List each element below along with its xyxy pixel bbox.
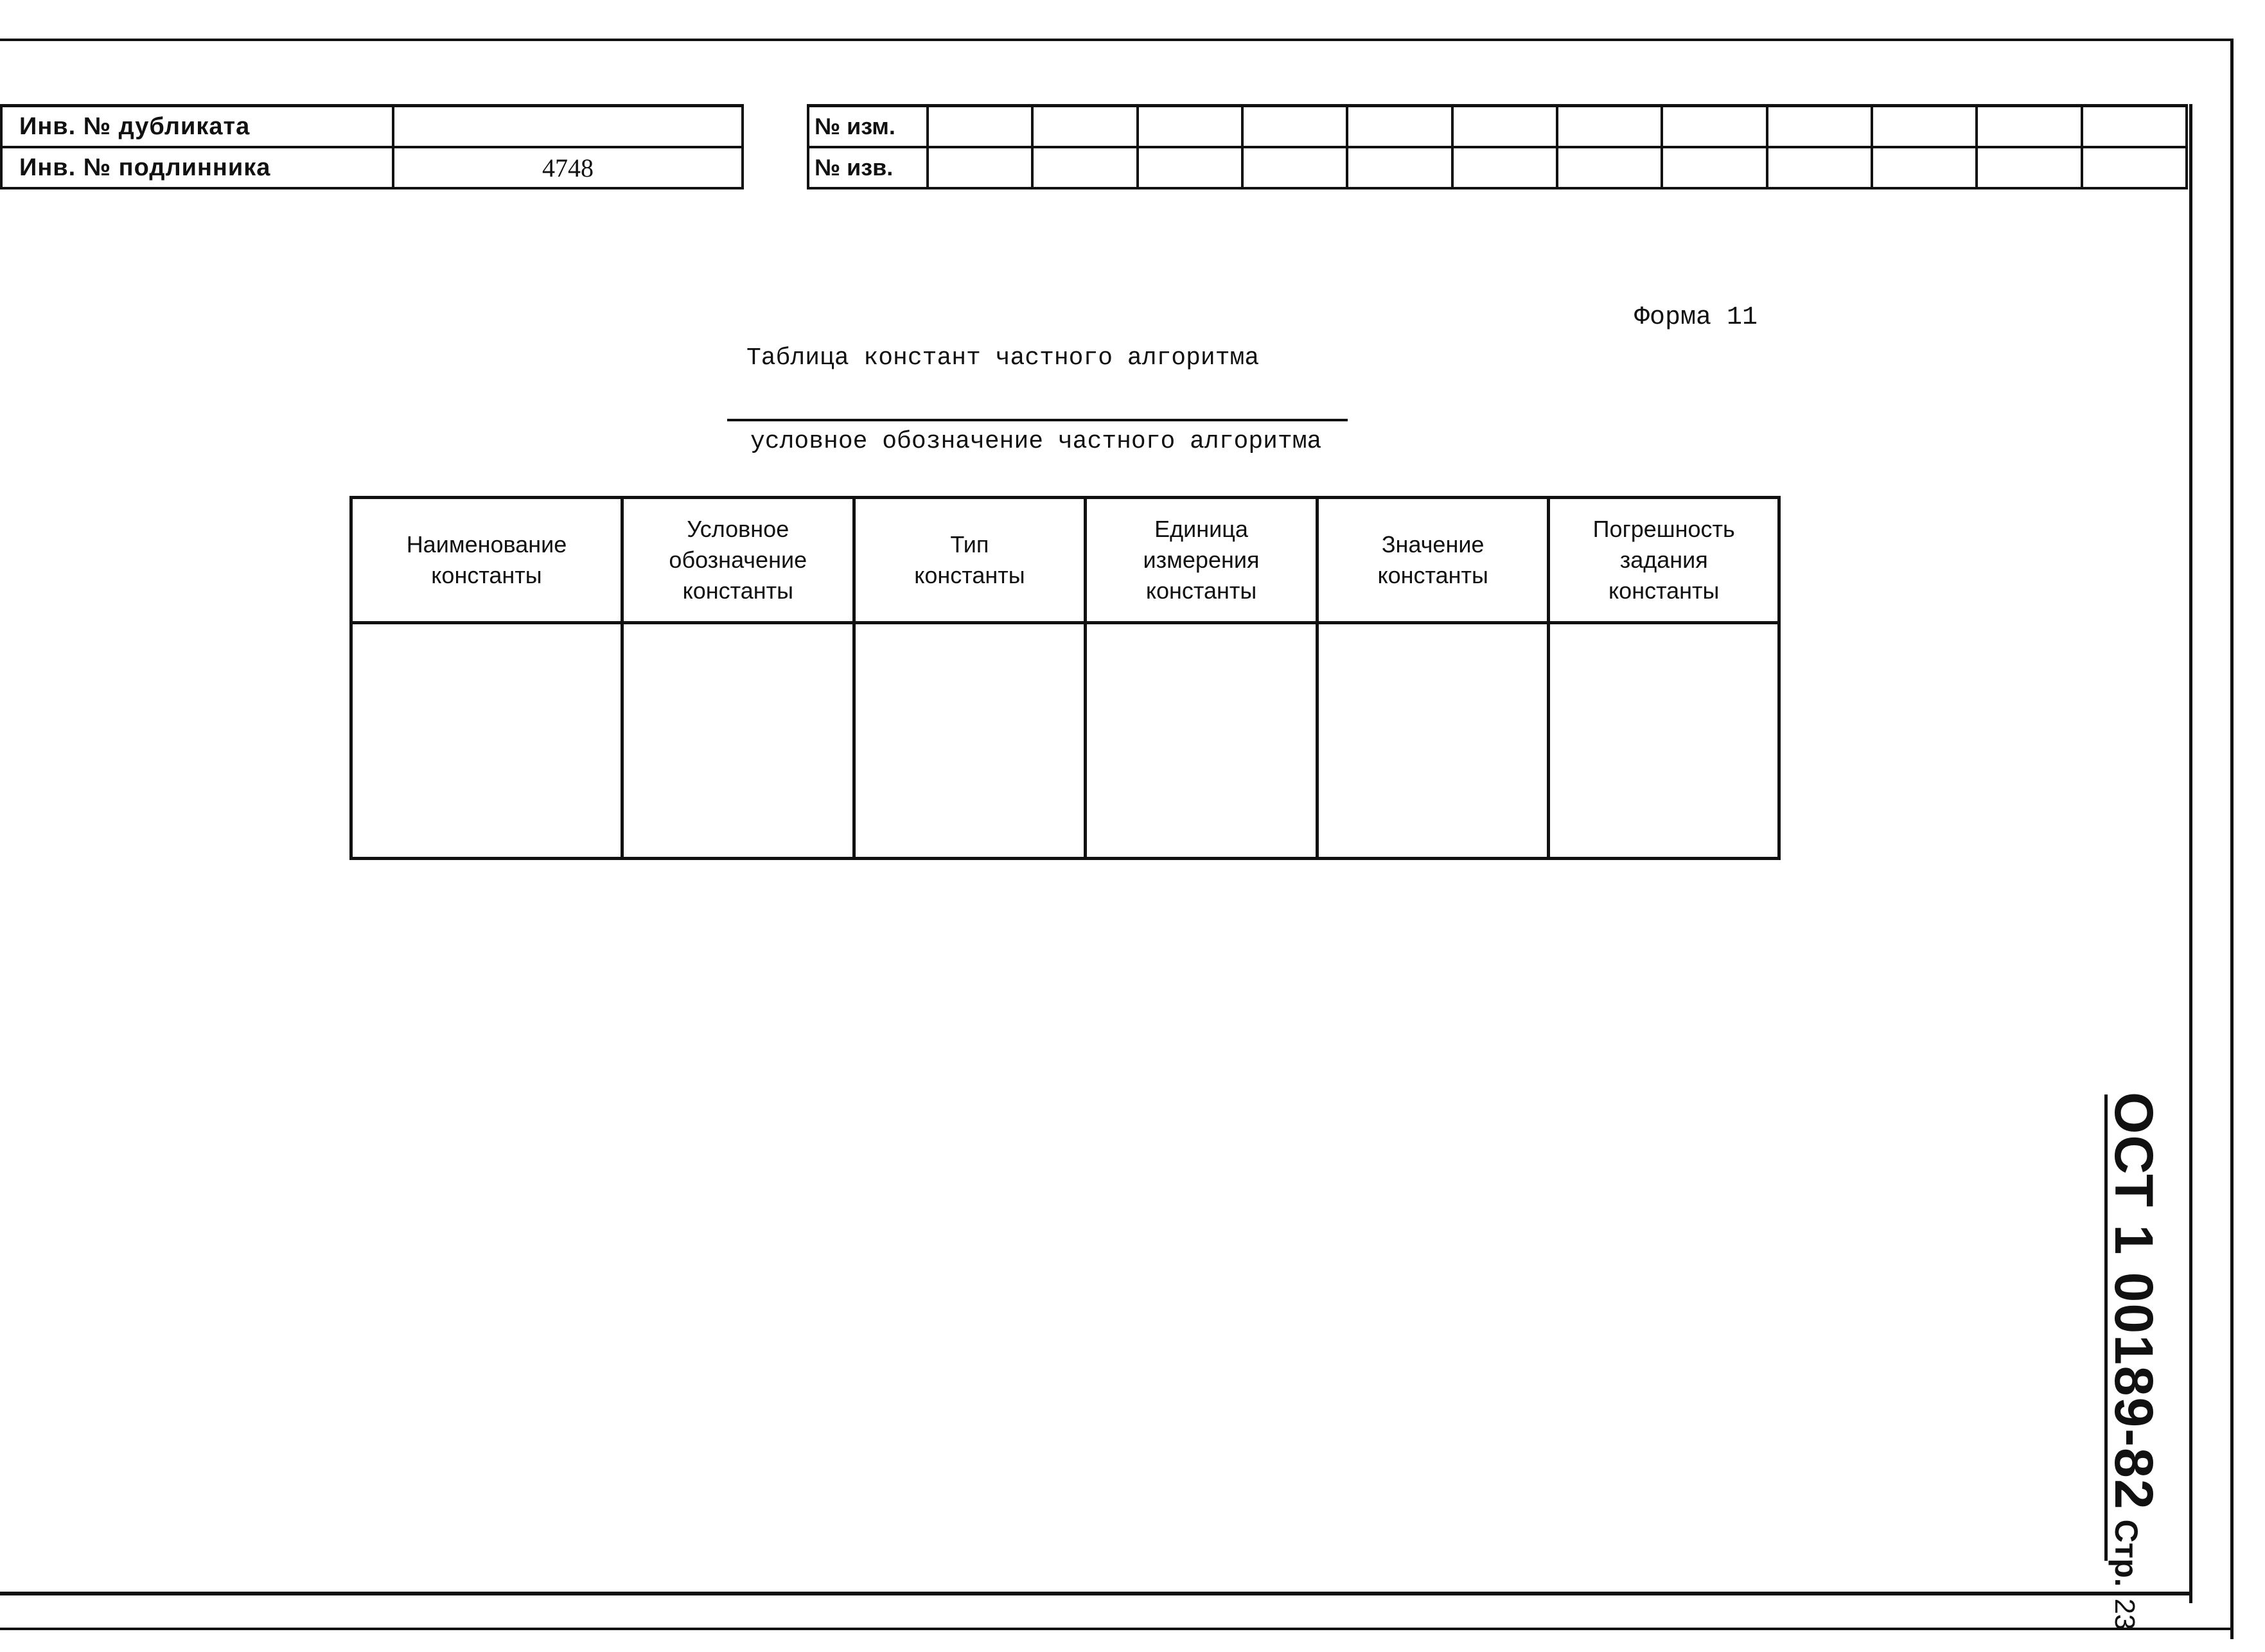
column-header-type: Тип константы [854,498,1086,623]
revision-cell [1662,106,1767,148]
revision-cell [1452,106,1557,148]
page-label: Стр. [2108,1519,2144,1587]
column-header-value: Значение константы [1317,498,1549,623]
revision-cell [1872,147,1977,188]
revision-cell [1347,106,1452,148]
table-cell [622,623,854,859]
standard-designation [2104,1092,2165,1630]
column-header-error: Погрешность задания константы [1549,498,1779,623]
revision-cell [1662,147,1767,188]
standard-designation-text [2102,1092,2165,1630]
form-title: Таблица констант частного алгоритма [746,344,1260,372]
revision-cell [2082,147,2187,188]
revision-cell [1977,147,2081,188]
page-number: 23 [2109,1598,2140,1630]
frame-bottom-inner-line [0,1592,2192,1595]
inventory-duplicate-value [393,106,743,148]
table-cell [1549,623,1779,859]
constants-header-row [351,498,1779,623]
revision-row-notice [808,147,2187,188]
frame-bottom-outer-line [0,1628,2233,1630]
constants-table [349,496,1781,860]
inventory-row-duplicate [1,106,743,148]
frame-right-inner-line [2189,104,2192,1603]
standard-code: ОСТ 1 00189-82 [2104,1092,2164,1511]
inventory-duplicate-label: Инв. № дубликата [1,106,393,148]
revision-cell [1557,147,1662,188]
inventory-row-original [1,147,743,188]
revision-cell [1767,147,1872,188]
revision-cell [2082,106,2187,148]
inventory-original-label: Инв. № подлинника [1,147,393,188]
revision-cell [1452,147,1557,188]
revision-cell [1242,106,1347,148]
revision-cell [1138,147,1242,188]
table-row [351,623,1779,859]
revision-cell [1032,147,1137,188]
table-cell [854,623,1086,859]
frame-right-outer-line [2230,39,2234,1639]
column-header-unit: Единица измерения константы [1086,498,1318,623]
column-header-name: Наименование константы [351,498,622,623]
revision-cell [1872,106,1977,148]
inventory-table [0,104,744,189]
revision-cell [1242,147,1347,188]
table-cell [351,623,622,859]
form-number: Форма 11 [1634,303,1758,332]
algorithm-designation-fill-line [727,419,1348,421]
revision-cell [1032,106,1137,148]
revision-cell [1557,106,1662,148]
revision-notice-label: № изв. [808,147,928,188]
revision-row-change [808,106,2187,148]
revision-cell [928,147,1032,188]
revision-cell [1767,106,1872,148]
column-header-designation: Условное обозначение константы [622,498,854,623]
table-cell [1317,623,1549,859]
revision-cell [1347,147,1452,188]
revision-cell [1977,106,2081,148]
revision-table [807,104,2188,189]
revision-cell [1138,106,1242,148]
frame-top-line [0,39,2233,41]
table-cell [1086,623,1318,859]
algorithm-designation-caption: условное обозначение частного алгоритма [750,428,1322,455]
revision-change-label: № изм. [808,106,928,148]
inventory-original-value: 4748 [393,147,743,188]
revision-cell [928,106,1032,148]
